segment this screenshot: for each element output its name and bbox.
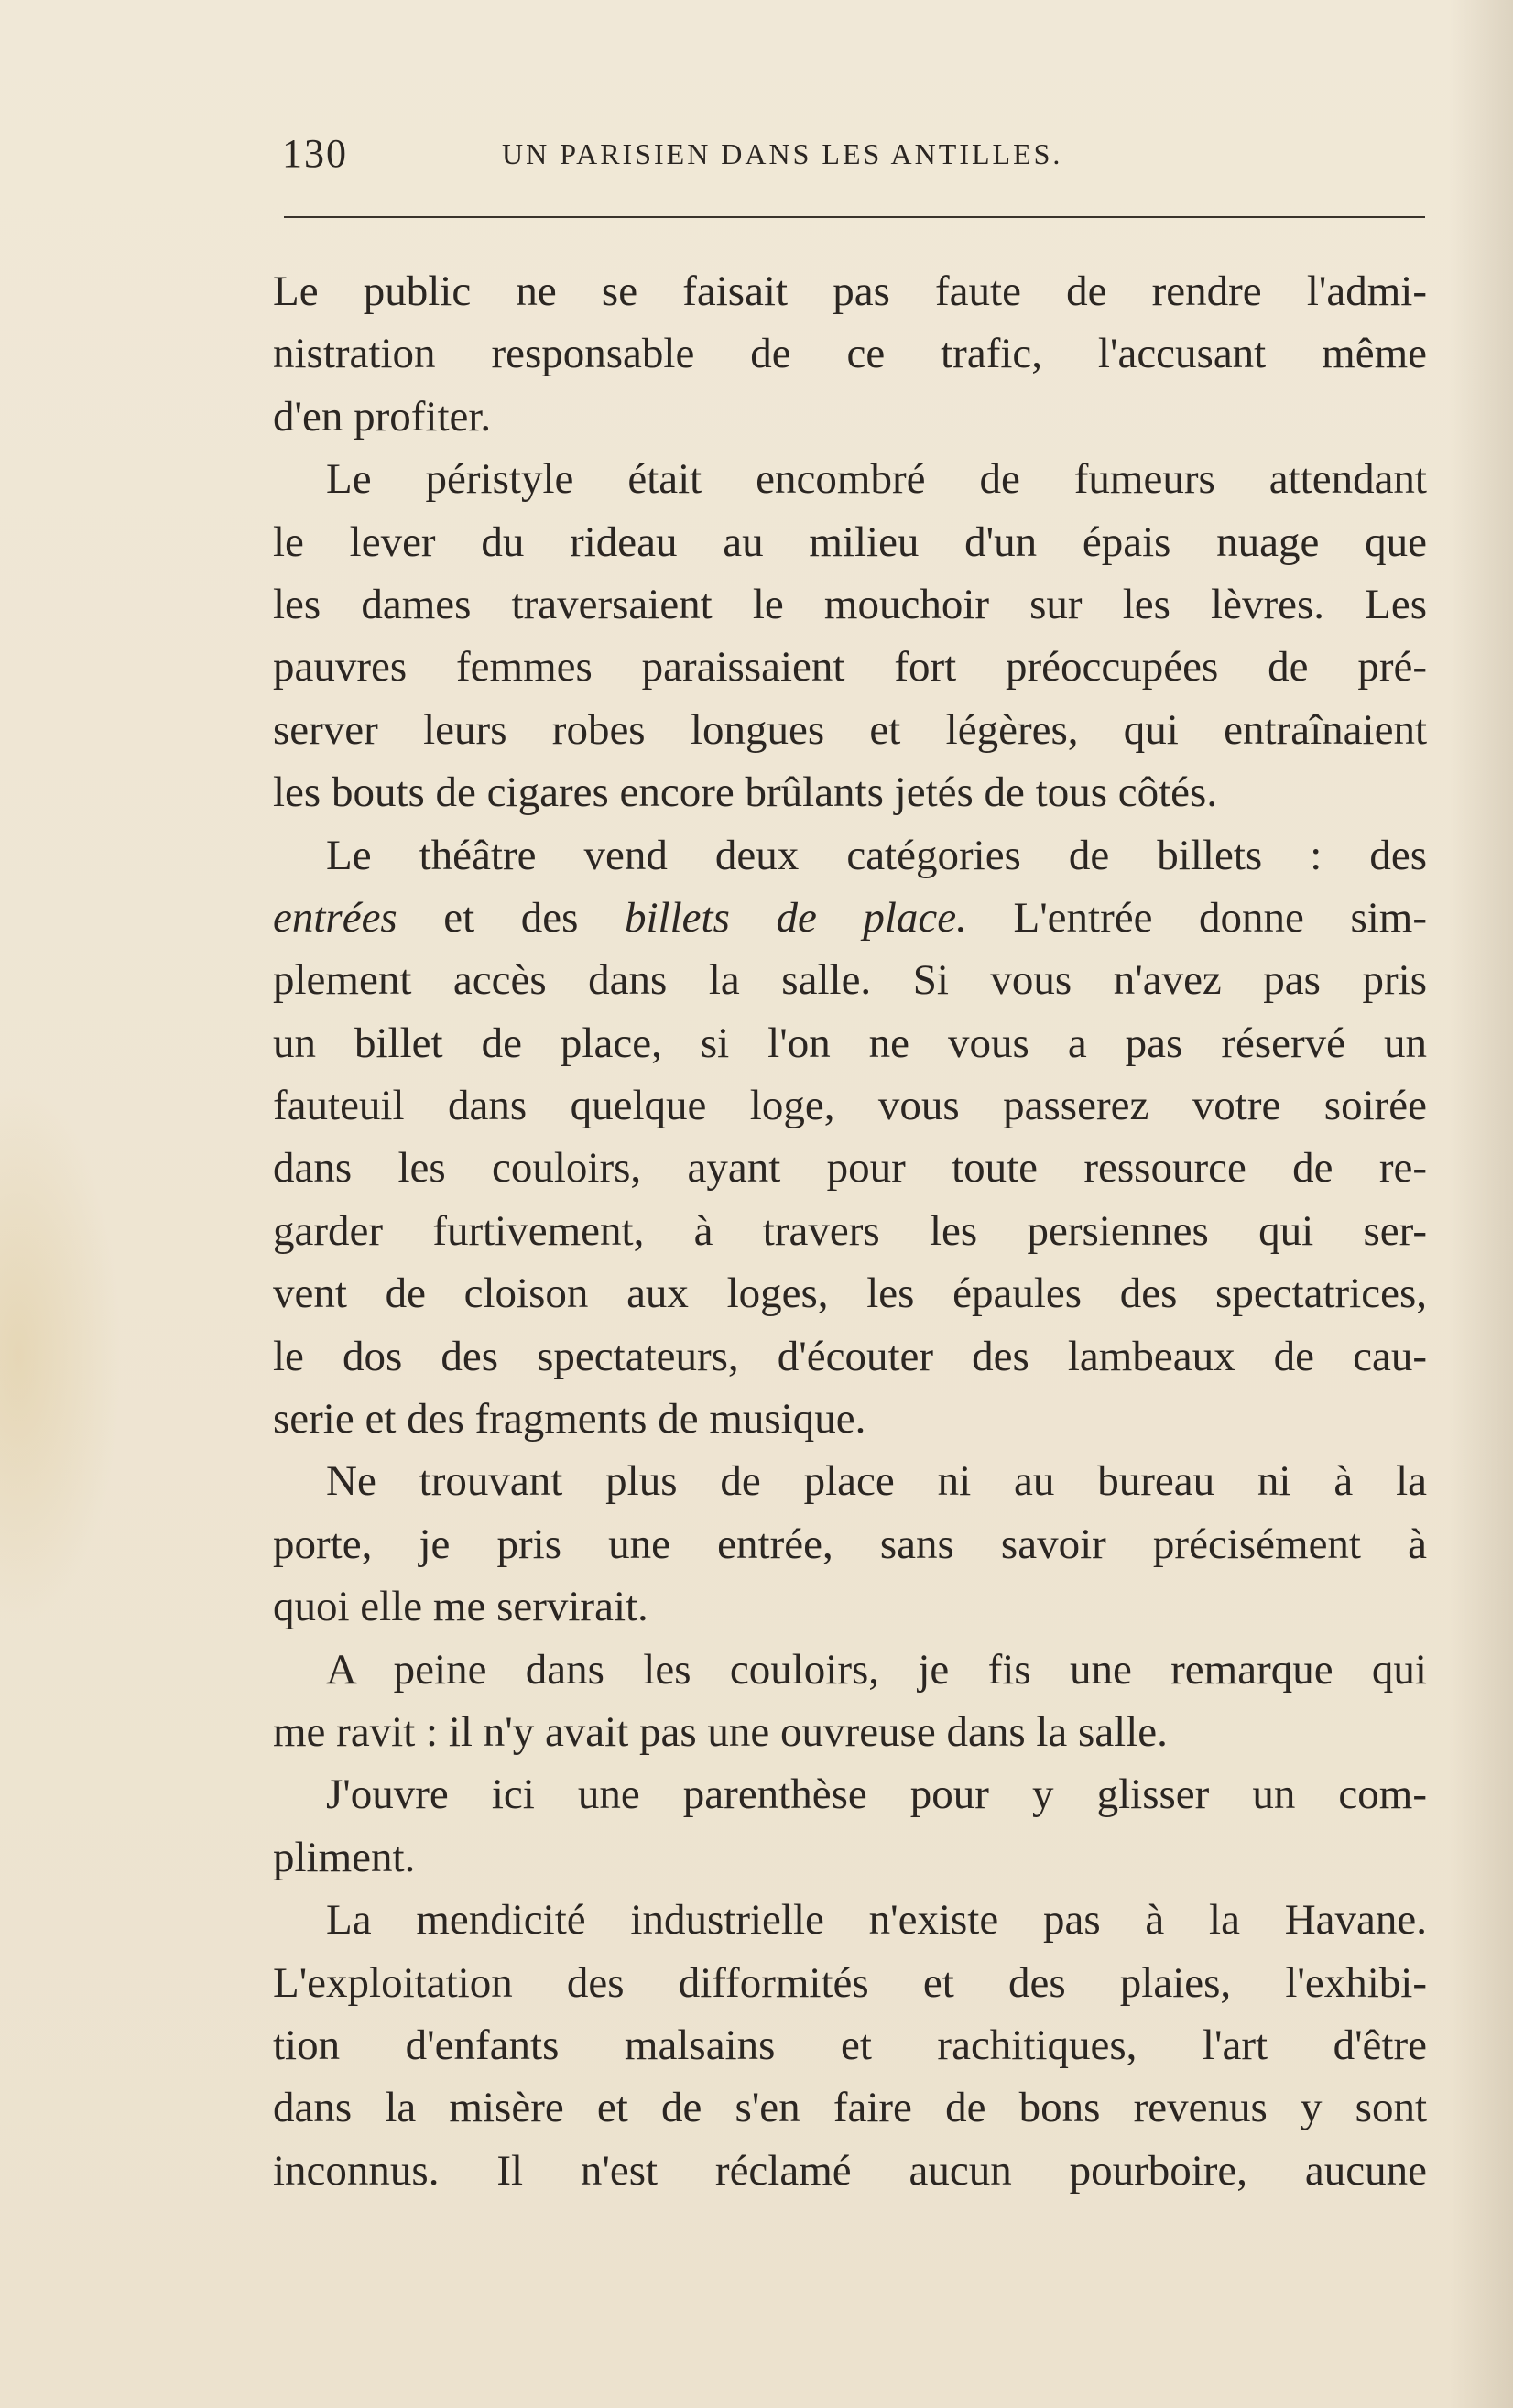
text-line: Le public ne se faisait pas faute de rendre l'admi- [273,267,1427,315]
text-line: pauvres femmes paraissaient fort préoccupées de pré- [273,643,1427,692]
text-line: le dos des spectateurs, d'écouter des lambeaux de cau- [273,1332,1427,1380]
italic-term-entrees: entrées [273,893,397,942]
body-text [273,260,1427,2202]
text-line: Le théâtre vend deux catégories de billets : des [326,831,1427,879]
text-line: pliment. [273,1833,416,1881]
text-line: un billet de place, si l'on ne vous a pas réservé un [273,1019,1427,1067]
running-title: UN PARISIEN DANS LES ANTILLES. [502,137,1063,170]
text-line-mixed [273,887,1427,949]
text-line: quoi elle me servirait. [273,1583,648,1631]
text-line: porte, je pris une entrée, sans savoir précisément à [273,1520,1427,1568]
page-number: 130 [282,131,348,176]
text-line: L'exploitation des difformités et des plaies, l'exhibi- [273,1958,1427,2007]
text-line: vent de cloison aux loges, les épaules des spectatrices, [273,1269,1427,1318]
text-line: me ravit : il n'y avait pas une ouvreuse dans la salle. [273,1707,1168,1756]
text-line: fauteuil dans quelque loge, vous passerez votre soirée [273,1082,1427,1130]
text-line: le lever du rideau au milieu d'un épais nuage que [273,518,1427,566]
text-line: server leurs robes longues et légères, qui entraînaient [273,705,1427,754]
page-header [282,130,1427,185]
text-fragment: et des [397,893,625,942]
text-line: dans la misère et de s'en faire de bons revenus y sont [273,2084,1427,2132]
text-line: les bouts de cigares encore brûlants jetés de tous côtés. [273,768,1218,817]
text-fragment: L'entrée donne sim- [1013,893,1428,942]
text-line: Le péristyle était encombré de fumeurs attendant [326,455,1427,504]
text-line: inconnus. Il n'est réclamé aucun pourboire, aucune [273,2146,1427,2195]
text-line: dans les couloirs, ayant pour toute ressource de re- [273,1144,1427,1193]
text-line: A peine dans les couloirs, je fis une remarque qui [326,1645,1427,1694]
text-line: J'ouvre ici une parenthèse pour y glisser un com- [326,1771,1427,1819]
text-line: plement accès dans la salle. Si vous n'avez pas pris [273,956,1427,1005]
text-line: d'en profiter. [273,392,492,441]
italic-term-billets-de-place: billets de place. [625,893,967,942]
text-line: nistration responsable de ce trafic, l'accusant même [273,330,1427,378]
text-line: tion d'enfants malsains et rachitiques, l'art d'être [273,2021,1427,2069]
text-line: les dames traversaient le mouchoir sur les lèvres. Les [273,580,1427,628]
text-line: garder furtivement, à travers les persiennes qui ser- [273,1206,1427,1255]
text-line: serie et des fragments de musique. [273,1395,866,1444]
header-rule [284,216,1425,218]
text-line: Ne trouvant plus de place ni au bureau ni à la [326,1457,1427,1506]
text-line: La mendicité industrielle n'existe pas à la Havane. [326,1896,1427,1945]
